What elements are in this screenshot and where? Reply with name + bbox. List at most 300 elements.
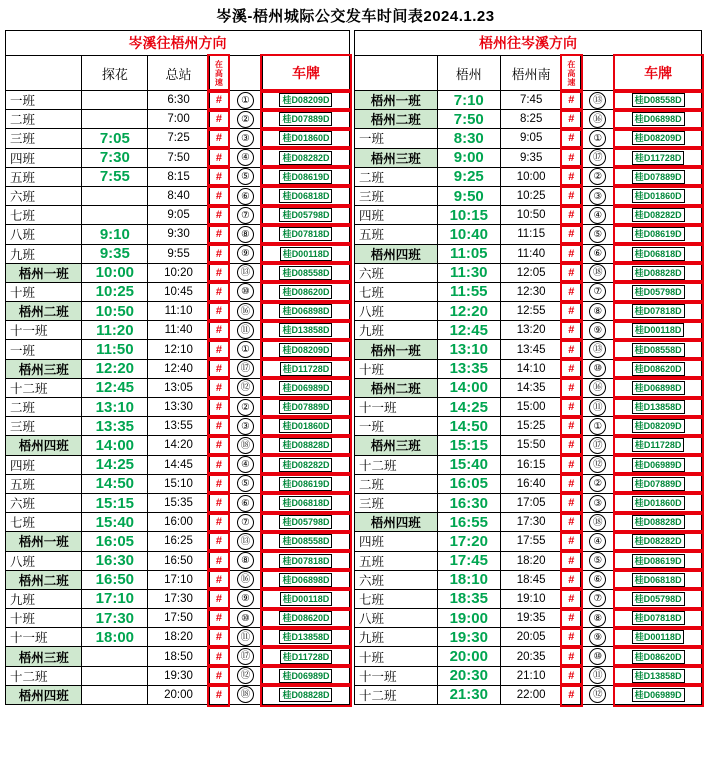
row-number-badge: ② bbox=[237, 399, 254, 416]
row-number-badge: ⑩ bbox=[237, 283, 254, 300]
row-number-badge: ① bbox=[237, 341, 254, 358]
row-time-second: 19:10 bbox=[500, 589, 561, 608]
left-rows bbox=[6, 91, 350, 705]
table-row bbox=[355, 436, 702, 455]
row-time-first bbox=[82, 685, 148, 704]
row-time-second: 10:25 bbox=[500, 186, 561, 205]
row-number-badge: ⑪ bbox=[237, 322, 254, 339]
plate-badge: 桂D06818D bbox=[279, 496, 332, 510]
table-row bbox=[6, 551, 350, 570]
row-label: 五班 bbox=[6, 167, 82, 186]
row-label: 梧州一班 bbox=[6, 532, 82, 551]
left-col-zongzhan: 总站 bbox=[148, 56, 210, 91]
row-number bbox=[228, 206, 262, 225]
row-number-badge: ③ bbox=[589, 495, 606, 512]
row-number bbox=[228, 263, 262, 282]
row-number-badge: ⑯ bbox=[237, 303, 254, 320]
row-time-first: 7:50 bbox=[437, 110, 500, 129]
row-highway-mark: # bbox=[562, 110, 581, 129]
row-number-badge: ⑥ bbox=[589, 571, 606, 588]
plate-badge: 桂D00118D bbox=[280, 592, 333, 606]
plate-badge: 桂D08558D bbox=[279, 266, 332, 280]
row-time-first: 13:10 bbox=[82, 398, 148, 417]
plate-badge: 桂D06989D bbox=[279, 669, 332, 683]
row-number bbox=[581, 647, 615, 666]
row-time-first: 16:50 bbox=[82, 570, 148, 589]
table-row bbox=[6, 647, 350, 666]
row-time-second: 13:20 bbox=[500, 321, 561, 340]
table-row bbox=[355, 378, 702, 397]
plate-badge: 桂D05798D bbox=[632, 592, 685, 606]
right-col-label bbox=[355, 56, 438, 91]
plate-badge: 桂D08282D bbox=[632, 208, 685, 222]
plate-badge: 桂D08828D bbox=[279, 438, 332, 452]
row-highway-mark: # bbox=[562, 417, 581, 436]
table-row bbox=[355, 513, 702, 532]
row-plate bbox=[615, 359, 702, 378]
row-number-badge: ⑪ bbox=[589, 399, 606, 416]
plate-badge: 桂D06898D bbox=[632, 112, 685, 126]
plate-badge: 桂D08209D bbox=[279, 93, 332, 107]
table-row bbox=[6, 302, 350, 321]
right-col-number bbox=[581, 56, 615, 91]
table-row bbox=[6, 321, 350, 340]
row-time-first: 16:05 bbox=[82, 532, 148, 551]
row-number-badge: ⑤ bbox=[589, 226, 606, 243]
row-highway-mark: # bbox=[209, 417, 228, 436]
row-number bbox=[581, 378, 615, 397]
row-label: 六班 bbox=[6, 186, 82, 205]
row-number bbox=[228, 282, 262, 301]
table-row bbox=[6, 244, 350, 263]
plate-badge: 桂D08558D bbox=[279, 534, 332, 548]
row-time-first: 9:10 bbox=[82, 225, 148, 244]
row-number-badge: ④ bbox=[589, 533, 606, 550]
table-row bbox=[6, 685, 350, 704]
row-label: 十一班 bbox=[355, 398, 438, 417]
row-highway-mark: # bbox=[209, 666, 228, 685]
row-time-second: 21:10 bbox=[500, 666, 561, 685]
row-number-badge: ⑩ bbox=[589, 360, 606, 377]
row-time-second: 13:55 bbox=[148, 417, 210, 436]
row-highway-mark: # bbox=[562, 647, 581, 666]
row-number-badge: ③ bbox=[589, 188, 606, 205]
row-highway-mark: # bbox=[209, 570, 228, 589]
row-number-badge: ① bbox=[589, 418, 606, 435]
row-label: 十班 bbox=[6, 282, 82, 301]
row-time-second: 10:50 bbox=[500, 206, 561, 225]
row-highway-mark: # bbox=[209, 225, 228, 244]
row-time-second: 6:30 bbox=[148, 91, 210, 110]
plate-badge: 桂D11728D bbox=[280, 650, 333, 664]
row-number bbox=[228, 302, 262, 321]
table-row bbox=[6, 455, 350, 474]
row-number-badge: ⑤ bbox=[589, 552, 606, 569]
table-row bbox=[355, 666, 702, 685]
plate-badge: 桂D11728D bbox=[632, 438, 685, 452]
row-plate bbox=[262, 186, 349, 205]
row-number bbox=[581, 685, 615, 704]
row-number bbox=[228, 493, 262, 512]
table-row bbox=[6, 359, 350, 378]
row-number-badge: ① bbox=[589, 130, 606, 147]
row-number bbox=[228, 340, 262, 359]
table-row bbox=[6, 417, 350, 436]
left-col-number bbox=[228, 56, 262, 91]
row-plate bbox=[615, 378, 702, 397]
row-number bbox=[581, 110, 615, 129]
row-plate bbox=[262, 609, 349, 628]
row-number-badge: ⑦ bbox=[237, 514, 254, 531]
row-time-first bbox=[82, 110, 148, 129]
row-number bbox=[581, 609, 615, 628]
row-plate bbox=[615, 148, 702, 167]
row-number bbox=[581, 302, 615, 321]
row-plate bbox=[615, 609, 702, 628]
row-plate bbox=[615, 321, 702, 340]
row-highway-mark: # bbox=[209, 609, 228, 628]
row-number bbox=[228, 225, 262, 244]
row-time-second: 13:30 bbox=[148, 398, 210, 417]
row-time-first: 17:10 bbox=[82, 589, 148, 608]
row-label: 二班 bbox=[6, 398, 82, 417]
row-label: 一班 bbox=[6, 91, 82, 110]
row-time-first: 9:00 bbox=[437, 148, 500, 167]
row-label: 一班 bbox=[355, 417, 438, 436]
row-plate bbox=[615, 129, 702, 148]
row-time-first: 18:00 bbox=[82, 628, 148, 647]
row-highway-mark: # bbox=[562, 513, 581, 532]
plate-badge: 桂D06898D bbox=[279, 304, 332, 318]
row-label: 七班 bbox=[355, 589, 438, 608]
row-number-badge: ⑯ bbox=[589, 111, 606, 128]
row-number bbox=[581, 263, 615, 282]
row-plate bbox=[615, 282, 702, 301]
row-highway-mark: # bbox=[562, 263, 581, 282]
plate-badge: 桂D13858D bbox=[279, 630, 332, 644]
row-time-second: 12:40 bbox=[148, 359, 210, 378]
table-row bbox=[355, 589, 702, 608]
plate-badge: 桂D06818D bbox=[632, 247, 685, 261]
row-number bbox=[228, 129, 262, 148]
row-plate bbox=[262, 551, 349, 570]
row-number-badge: ⑥ bbox=[237, 495, 254, 512]
row-number bbox=[581, 628, 615, 647]
row-highway-mark: # bbox=[562, 455, 581, 474]
row-highway-mark: # bbox=[209, 532, 228, 551]
plate-badge: 桂D13858D bbox=[632, 669, 685, 683]
plate-badge: 桂D01860D bbox=[279, 131, 332, 145]
table-row bbox=[355, 359, 702, 378]
table-row bbox=[355, 110, 702, 129]
row-number-badge: ⑱ bbox=[589, 514, 606, 531]
row-highway-mark: # bbox=[562, 685, 581, 704]
plate-badge: 桂D07818D bbox=[632, 611, 685, 625]
table-row bbox=[6, 129, 350, 148]
row-highway-mark: # bbox=[562, 474, 581, 493]
plate-badge: 桂D08209D bbox=[632, 419, 685, 433]
row-number-badge: ⑫ bbox=[589, 456, 606, 473]
row-time-first: 14:00 bbox=[437, 378, 500, 397]
row-highway-mark: # bbox=[209, 628, 228, 647]
row-time-second: 12:05 bbox=[500, 263, 561, 282]
row-number bbox=[228, 609, 262, 628]
plate-badge: 桂D08209D bbox=[632, 131, 685, 145]
row-time-first: 14:25 bbox=[437, 398, 500, 417]
row-time-second: 14:35 bbox=[500, 378, 561, 397]
row-plate bbox=[615, 513, 702, 532]
row-label: 梧州一班 bbox=[355, 91, 438, 110]
plate-badge: 桂D06818D bbox=[279, 189, 332, 203]
row-label: 二班 bbox=[355, 167, 438, 186]
row-highway-mark: # bbox=[209, 493, 228, 512]
left-heading: 岑溪往梧州方向 bbox=[6, 31, 350, 56]
row-highway-mark: # bbox=[209, 474, 228, 493]
row-number bbox=[228, 436, 262, 455]
row-time-first: 12:20 bbox=[82, 359, 148, 378]
table-row bbox=[355, 302, 702, 321]
row-label: 梧州四班 bbox=[355, 244, 438, 263]
row-number bbox=[228, 532, 262, 551]
row-time-second: 22:00 bbox=[500, 685, 561, 704]
row-number-badge: ② bbox=[589, 475, 606, 492]
row-plate bbox=[262, 398, 349, 417]
row-number-badge: ⑩ bbox=[589, 648, 606, 665]
row-time-second: 15:10 bbox=[148, 474, 210, 493]
table-row bbox=[6, 609, 350, 628]
row-label: 四班 bbox=[6, 455, 82, 474]
row-time-second: 11:15 bbox=[500, 225, 561, 244]
row-time-first: 10:40 bbox=[437, 225, 500, 244]
row-time-second: 18:20 bbox=[500, 551, 561, 570]
table-row bbox=[355, 186, 702, 205]
row-time-second: 17:05 bbox=[500, 493, 561, 512]
row-label: 十二班 bbox=[355, 455, 438, 474]
row-number-badge: ⑥ bbox=[589, 245, 606, 262]
plate-badge: 桂D07889D bbox=[632, 170, 685, 184]
row-number bbox=[581, 513, 615, 532]
row-number bbox=[228, 417, 262, 436]
table-row bbox=[355, 455, 702, 474]
row-time-first: 16:30 bbox=[437, 493, 500, 512]
row-time-second: 17:55 bbox=[500, 532, 561, 551]
plate-badge: 桂D07889D bbox=[279, 400, 332, 414]
table-row bbox=[355, 263, 702, 282]
row-number-badge: ⑩ bbox=[237, 610, 254, 627]
row-highway-mark: # bbox=[562, 609, 581, 628]
plate-badge: 桂D06989D bbox=[632, 688, 685, 702]
row-time-second: 11:40 bbox=[500, 244, 561, 263]
row-highway-mark: # bbox=[209, 378, 228, 397]
row-highway-mark: # bbox=[562, 148, 581, 167]
table-row bbox=[6, 436, 350, 455]
row-highway-mark: # bbox=[562, 493, 581, 512]
row-number-badge: ⑨ bbox=[589, 322, 606, 339]
row-label: 十班 bbox=[6, 609, 82, 628]
row-number bbox=[228, 244, 262, 263]
plate-badge: 桂D06989D bbox=[632, 458, 685, 472]
row-label: 八班 bbox=[6, 225, 82, 244]
plate-badge: 桂D01860D bbox=[632, 496, 685, 510]
row-highway-mark: # bbox=[209, 186, 228, 205]
row-number-badge: ⑧ bbox=[589, 303, 606, 320]
row-time-first: 10:25 bbox=[82, 282, 148, 301]
row-plate bbox=[262, 225, 349, 244]
row-label: 六班 bbox=[6, 493, 82, 512]
row-label: 二班 bbox=[6, 110, 82, 129]
table-row bbox=[355, 493, 702, 512]
row-label: 梧州二班 bbox=[355, 110, 438, 129]
table-row bbox=[6, 186, 350, 205]
row-label: 十一班 bbox=[6, 628, 82, 647]
row-plate bbox=[615, 167, 702, 186]
row-plate bbox=[262, 570, 349, 589]
table-row bbox=[6, 628, 350, 647]
row-time-second: 12:55 bbox=[500, 302, 561, 321]
row-number-badge: ⑫ bbox=[589, 686, 606, 703]
row-plate bbox=[262, 628, 349, 647]
row-time-first: 14:25 bbox=[82, 455, 148, 474]
row-plate bbox=[262, 532, 349, 551]
row-number bbox=[581, 244, 615, 263]
row-time-first: 18:35 bbox=[437, 589, 500, 608]
row-time-first: 16:55 bbox=[437, 513, 500, 532]
row-time-first: 12:45 bbox=[82, 378, 148, 397]
row-number bbox=[581, 436, 615, 455]
row-plate bbox=[615, 110, 702, 129]
row-number bbox=[228, 321, 262, 340]
row-number bbox=[581, 455, 615, 474]
plate-badge: 桂D07818D bbox=[632, 304, 685, 318]
row-highway-mark: # bbox=[209, 206, 228, 225]
row-plate bbox=[262, 436, 349, 455]
row-label: 四班 bbox=[355, 532, 438, 551]
table-row bbox=[355, 167, 702, 186]
row-highway-mark: # bbox=[562, 282, 581, 301]
row-time-first: 10:50 bbox=[82, 302, 148, 321]
left-col-label bbox=[6, 56, 82, 91]
row-time-first: 11:55 bbox=[437, 282, 500, 301]
table-row bbox=[6, 532, 350, 551]
row-number-badge: ⑤ bbox=[237, 168, 254, 185]
row-number bbox=[581, 551, 615, 570]
row-label: 九班 bbox=[355, 628, 438, 647]
row-time-second: 19:35 bbox=[500, 609, 561, 628]
table-row bbox=[6, 474, 350, 493]
row-number bbox=[581, 167, 615, 186]
table-row bbox=[355, 91, 702, 110]
row-highway-mark: # bbox=[209, 321, 228, 340]
plate-badge: 桂D00118D bbox=[280, 247, 333, 261]
table-row bbox=[6, 589, 350, 608]
table-row bbox=[355, 474, 702, 493]
row-highway-mark: # bbox=[209, 398, 228, 417]
row-label: 八班 bbox=[355, 302, 438, 321]
row-label: 一班 bbox=[6, 340, 82, 359]
row-number bbox=[581, 474, 615, 493]
row-highway-mark: # bbox=[562, 340, 581, 359]
row-label: 梧州四班 bbox=[355, 513, 438, 532]
table-row bbox=[6, 493, 350, 512]
row-time-first: 10:15 bbox=[437, 206, 500, 225]
plate-badge: 桂D08282D bbox=[632, 534, 685, 548]
row-time-second: 10:45 bbox=[148, 282, 210, 301]
plate-badge: 桂D11728D bbox=[280, 362, 333, 376]
row-highway-mark: # bbox=[209, 263, 228, 282]
row-plate bbox=[262, 302, 349, 321]
table-row bbox=[355, 244, 702, 263]
row-number bbox=[228, 110, 262, 129]
row-number-badge: ⑱ bbox=[237, 437, 254, 454]
row-time-first: 17:30 bbox=[82, 609, 148, 628]
row-time-second: 19:30 bbox=[148, 666, 210, 685]
row-number bbox=[228, 91, 262, 110]
row-number-badge: ④ bbox=[237, 149, 254, 166]
row-number bbox=[228, 398, 262, 417]
row-highway-mark: # bbox=[209, 129, 228, 148]
row-number-badge: ⑬ bbox=[237, 264, 254, 281]
row-number-badge: ⑱ bbox=[237, 686, 254, 703]
row-label: 三班 bbox=[6, 129, 82, 148]
table-row bbox=[6, 513, 350, 532]
row-number bbox=[581, 186, 615, 205]
row-plate bbox=[262, 321, 349, 340]
plate-badge: 桂D07818D bbox=[279, 554, 332, 568]
row-number bbox=[581, 417, 615, 436]
row-plate bbox=[615, 417, 702, 436]
row-time-second: 15:00 bbox=[500, 398, 561, 417]
row-number bbox=[581, 129, 615, 148]
row-plate bbox=[615, 263, 702, 282]
row-number-badge: ⑱ bbox=[589, 264, 606, 281]
row-number bbox=[228, 647, 262, 666]
table-row bbox=[355, 417, 702, 436]
row-time-first: 8:30 bbox=[437, 129, 500, 148]
plate-badge: 桂D05798D bbox=[632, 285, 685, 299]
row-number-badge: ⑬ bbox=[237, 533, 254, 550]
row-plate bbox=[615, 589, 702, 608]
row-number-badge: ⑫ bbox=[237, 667, 254, 684]
row-label: 九班 bbox=[355, 321, 438, 340]
row-time-second: 9:55 bbox=[148, 244, 210, 263]
row-highway-mark: # bbox=[209, 110, 228, 129]
row-plate bbox=[615, 398, 702, 417]
row-number-badge: ⑰ bbox=[589, 149, 606, 166]
row-plate bbox=[615, 206, 702, 225]
row-label: 四班 bbox=[6, 148, 82, 167]
row-label: 梧州三班 bbox=[355, 148, 438, 167]
row-time-first: 11:30 bbox=[437, 263, 500, 282]
row-time-second: 16:40 bbox=[500, 474, 561, 493]
row-number-badge: ④ bbox=[237, 456, 254, 473]
row-label: 八班 bbox=[6, 551, 82, 570]
row-plate bbox=[615, 302, 702, 321]
row-plate bbox=[615, 340, 702, 359]
row-plate bbox=[615, 493, 702, 512]
row-number bbox=[228, 570, 262, 589]
row-number-badge: ⑨ bbox=[589, 629, 606, 646]
row-time-first: 7:55 bbox=[82, 167, 148, 186]
row-number-badge: ⑬ bbox=[589, 92, 606, 109]
row-plate bbox=[615, 647, 702, 666]
row-plate bbox=[262, 647, 349, 666]
plate-badge: 桂D08620D bbox=[279, 285, 332, 299]
left-col-tanhua: 探花 bbox=[82, 56, 148, 91]
row-label: 梧州四班 bbox=[6, 436, 82, 455]
row-time-first: 15:40 bbox=[82, 513, 148, 532]
tables-container bbox=[0, 26, 711, 705]
row-number bbox=[228, 359, 262, 378]
